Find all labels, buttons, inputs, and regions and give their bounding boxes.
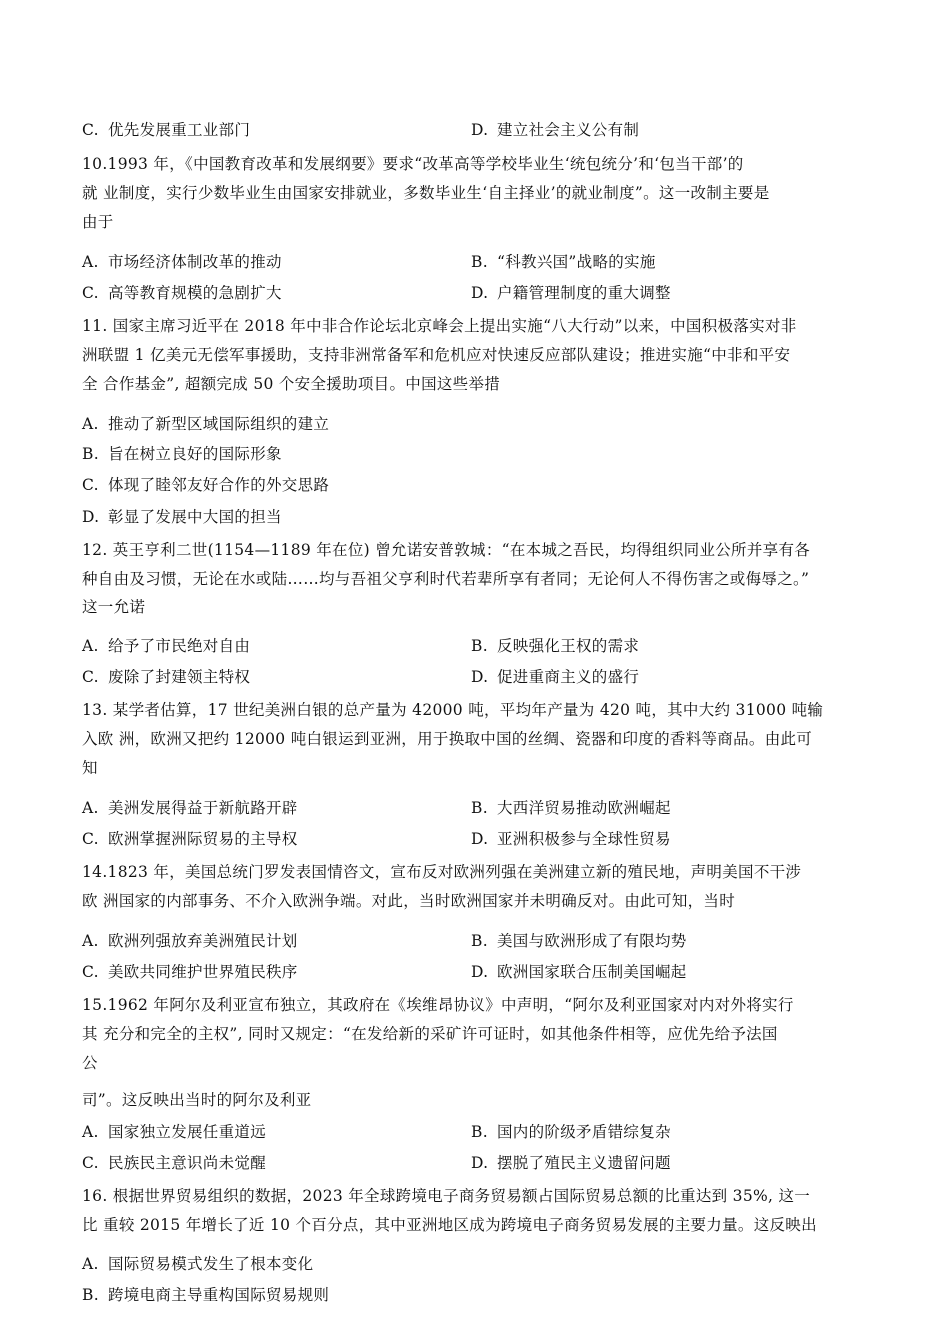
q11-stem-line3: 全 合作基金”, 超额完成 50 个安全援助项目。中国这些举措 <box>82 375 501 393</box>
q16-stem-line1: 16. 根据世界贸易组织的数据，2023 年全球跨境电子商务贸易额占国际贸易总额的比重达到 35%, 这一 <box>82 1187 811 1205</box>
q14-option-d: D. 欧洲国家联合压制美国崛起 <box>471 963 687 981</box>
q15-stem-line3: 公 <box>82 1054 98 1072</box>
q10-stem-line3: 由于 <box>82 213 114 231</box>
q14-option-b: B. 美国与欧洲形成了有限均势 <box>471 932 687 950</box>
q15-option-c: C. 民族民主意识尚未觉醒 <box>82 1154 267 1172</box>
q16-stem-line2: 比 重较 2015 年增长了近 10 个百分点，其中亚洲地区成为跨境电子商务贸易发展的主要力量。这反映出 <box>82 1216 817 1234</box>
q15-stem-line2: 其 充分和完全的主权”, 同时又规定：“在发给新的采矿许可证时，如其他条件相等，应优先给予法国 <box>82 1025 778 1043</box>
q12-option-b: B. 反映强化王权的需求 <box>471 637 640 655</box>
q11-option-c: C. 体现了睦邻友好合作的外交思路 <box>82 476 330 494</box>
q12-option-c: C. 废除了封建领主特权 <box>82 668 251 686</box>
q11-option-a: A. 推动了新型区域国际组织的建立 <box>82 415 330 433</box>
q9-option-d: D. 建立社会主义公有制 <box>471 121 640 139</box>
q14-stem-line2: 欧 洲国家的内部事务、不介入欧洲争端。对此，当时欧洲国家并未明确反对。由此可知，当时 <box>82 892 736 910</box>
q15-stem-line4: 司”。这反映出当时的阿尔及利亚 <box>82 1091 312 1109</box>
q15-stem-line1: 15.1962 年阿尔及利亚宣布独立，其政府在《埃维昂协议》中声明，“阿尔及利亚国家对内对外将实行 <box>82 996 794 1014</box>
q13-option-b: B. 大西洋贸易推动欧洲崛起 <box>471 799 671 817</box>
q14-option-a: A. 欧洲列强放弃美洲殖民计划 <box>82 932 298 950</box>
q15-option-a: A. 国家独立发展任重道远 <box>82 1123 267 1141</box>
q16-option-b: B. 跨境电商主导重构国际贸易规则 <box>82 1286 330 1304</box>
q10-option-a: A. 市场经济体制改革的推动 <box>82 253 282 271</box>
q13-stem-line2: 入欧 洲，欧洲又把约 12000 吨白银运到亚洲，用于换取中国的丝绸、瓷器和印度的香料等商品。由此可 <box>82 730 813 748</box>
q13-option-a: A. 美洲发展得益于新航路开辟 <box>82 799 298 817</box>
q15-option-b: B. 国内的阶级矛盾错综复杂 <box>471 1123 671 1141</box>
q10-option-d: D. 户籍管理制度的重大调整 <box>471 284 671 302</box>
q10-option-b: B. “科教兴国”战略的实施 <box>471 253 656 271</box>
q13-stem-line1: 13. 某学者估算，17 世纪美洲白银的总产量为 42000 吨，平均年产量为 420 吨，其中大约 31000 吨输 <box>82 701 824 719</box>
q13-option-c: C. 欧洲掌握洲际贸易的主导权 <box>82 830 298 848</box>
q13-stem-line3: 知 <box>82 759 98 777</box>
q15-option-d: D. 摆脱了殖民主义遗留问题 <box>471 1154 671 1172</box>
q11-option-b: B. 旨在树立良好的国际形象 <box>82 445 282 463</box>
q12-option-a: A. 给予了市民绝对自由 <box>82 637 251 655</box>
q11-option-d: D. 彰显了发展中大国的担当 <box>82 508 282 526</box>
q16-option-a: A. 国际贸易模式发生了根本变化 <box>82 1255 314 1273</box>
q12-stem-line3: 这一允诺 <box>82 598 146 616</box>
q10-stem-line1: 10.1993 年，《中国教育改革和发展纲要》要求“改革高等学校毕业生‘统包统分’和‘包当干部’的 <box>82 155 744 173</box>
q12-stem-line1: 12. 英王亨利二世(1154—1189 年在位) 曾允诺安普敦城：“在本城之吾民，均得组织同业公所并享有各 <box>82 541 811 559</box>
q14-stem-line1: 14.1823 年，美国总统门罗发表国情咨文，宣布反对欧洲列强在美洲建立新的殖民地，声明美国不干涉 <box>82 863 802 881</box>
q12-option-d: D. 促进重商主义的盛行 <box>471 668 640 686</box>
q14-option-c: C. 美欧共同维护世界殖民秩序 <box>82 963 298 981</box>
q11-stem-line2: 洲联盟 1 亿美元无偿军事援助，支持非洲常备军和危机应对快速反应部队建设；推进实施“中非和平安 <box>82 346 791 364</box>
q13-option-d: D. 亚洲积极参与全球性贸易 <box>471 830 671 848</box>
q9-option-c: C. 优先发展重工业部门 <box>82 121 251 139</box>
q12-stem-line2: 种自由及习惯，无论在水或陆……均与吾祖父亨利时代若辈所享有者同；无论何人不得伤害之或侮辱之。” <box>82 570 810 588</box>
q10-option-c: C. 高等教育规模的急剧扩大 <box>82 284 282 302</box>
q10-stem-line2: 就 业制度，实行少数毕业生由国家安排就业，多数毕业生‘自主择业’的就业制度”。这一改制主要是 <box>82 184 770 202</box>
q11-stem-line1: 11. 国家主席习近平在 2018 年中非合作论坛北京峰会上提出实施“八大行动”以来，中国积极落实对非 <box>82 317 797 335</box>
